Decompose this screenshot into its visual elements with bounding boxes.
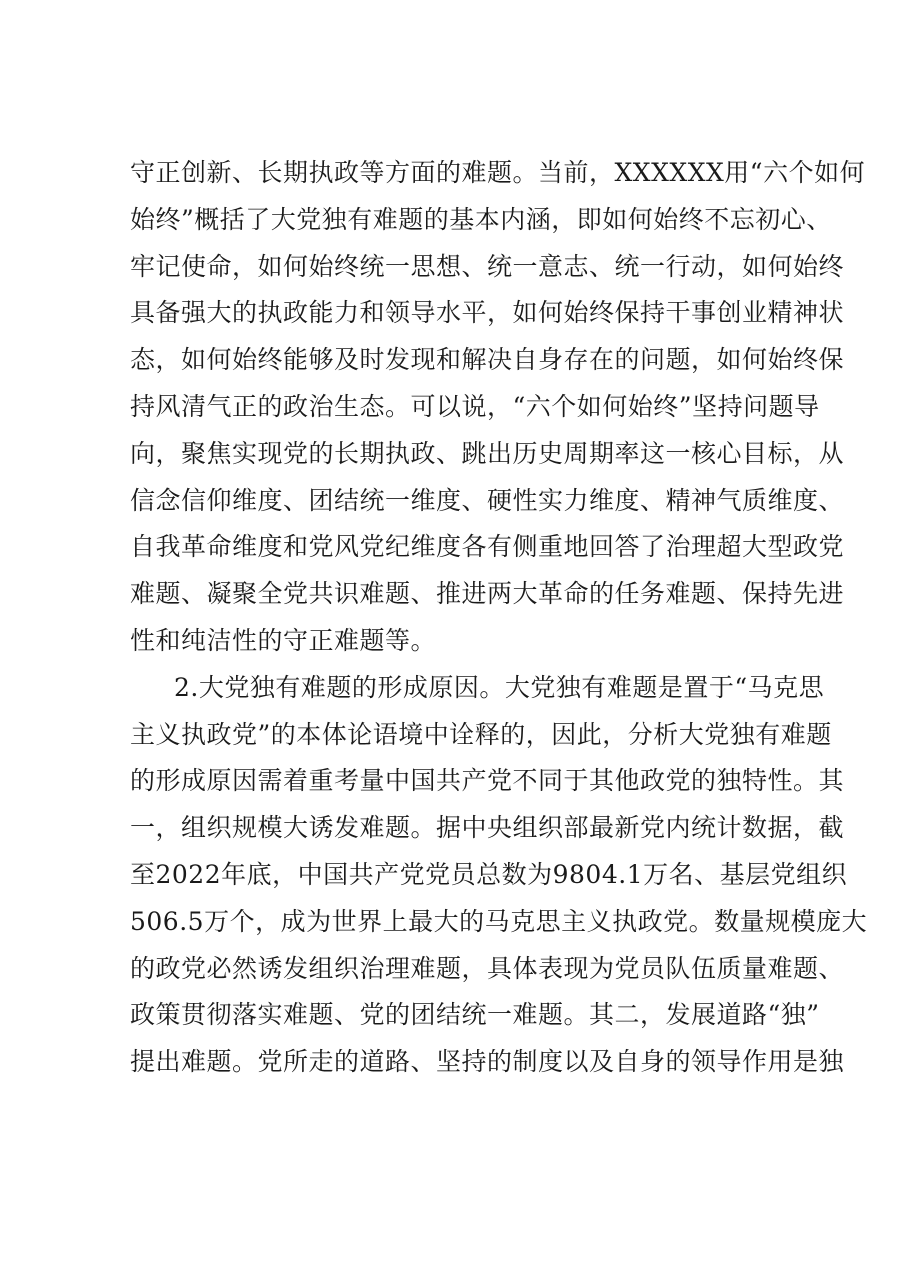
text-line: 始终”概括了大党独有难题的基本内涵，即如何始终不忘初心、 [130,204,832,234]
text-line: 信念信仰维度、团结统一维度、硬性实力维度、精神气质维度、 [130,485,845,515]
document-body [130,150,868,1086]
text-line: 政策贯彻落实难题、党的团结统一难题。其二，发展道路“独” [130,1000,820,1030]
text-line: 态，如何始终能够及时发现和解决自身存在的问题，如何始终保 [130,345,845,375]
text-line: 的形成原因需着重考量中国共产党不同于其他政党的独特性。其 [130,766,845,796]
text-line: 自我革命维度和党风党纪维度各有侧重地回答了治理超大型政党 [130,532,845,562]
text-line: 至2022年底，中国共产党党员总数为9804.1万名、基层党组织 [130,859,848,889]
text-line: 一，组织规模大诱发难题。据中央组织部最新党内统计数据，截 [130,813,845,843]
text-line: 2.大党独有难题的形成原因。大党独有难题是置于“马克思 [174,672,825,702]
text-line: 持风清气正的政治生态。可以说，“六个如何始终”坚持问题导 [130,391,820,421]
text-line: 向，聚焦实现党的长期执政、跳出历史周期率这一核心目标，从 [130,438,845,468]
text-line: 牢记使命，如何始终统一思想、统一意志、统一行动，如何始终 [130,251,845,281]
text-line: 的政党必然诱发组织治理难题，具体表现为党员队伍质量难题、 [130,953,845,983]
text-line: 具备强大的执政能力和领导水平，如何始终保持干事创业精神状 [130,298,845,328]
text-line: 506.5万个，成为世界上最大的马克思主义执政党。数量规模庞大 [130,906,868,936]
text-line: 难题、凝聚全党共识难题、推进两大革命的任务难题、保持先进 [130,579,845,609]
text-line: 性和纯洁性的守正难题等。 [130,625,437,655]
text-line: 提出难题。党所走的道路、坚持的制度以及自身的领导作用是独 [130,1047,845,1077]
text-line: 主义执政党”的本体论语境中诠释的，因此，分析大党独有难题 [130,719,832,749]
text-line: 守正创新、长期执政等方面的难题。当前，XXXXXX用“六个如何 [130,158,866,187]
